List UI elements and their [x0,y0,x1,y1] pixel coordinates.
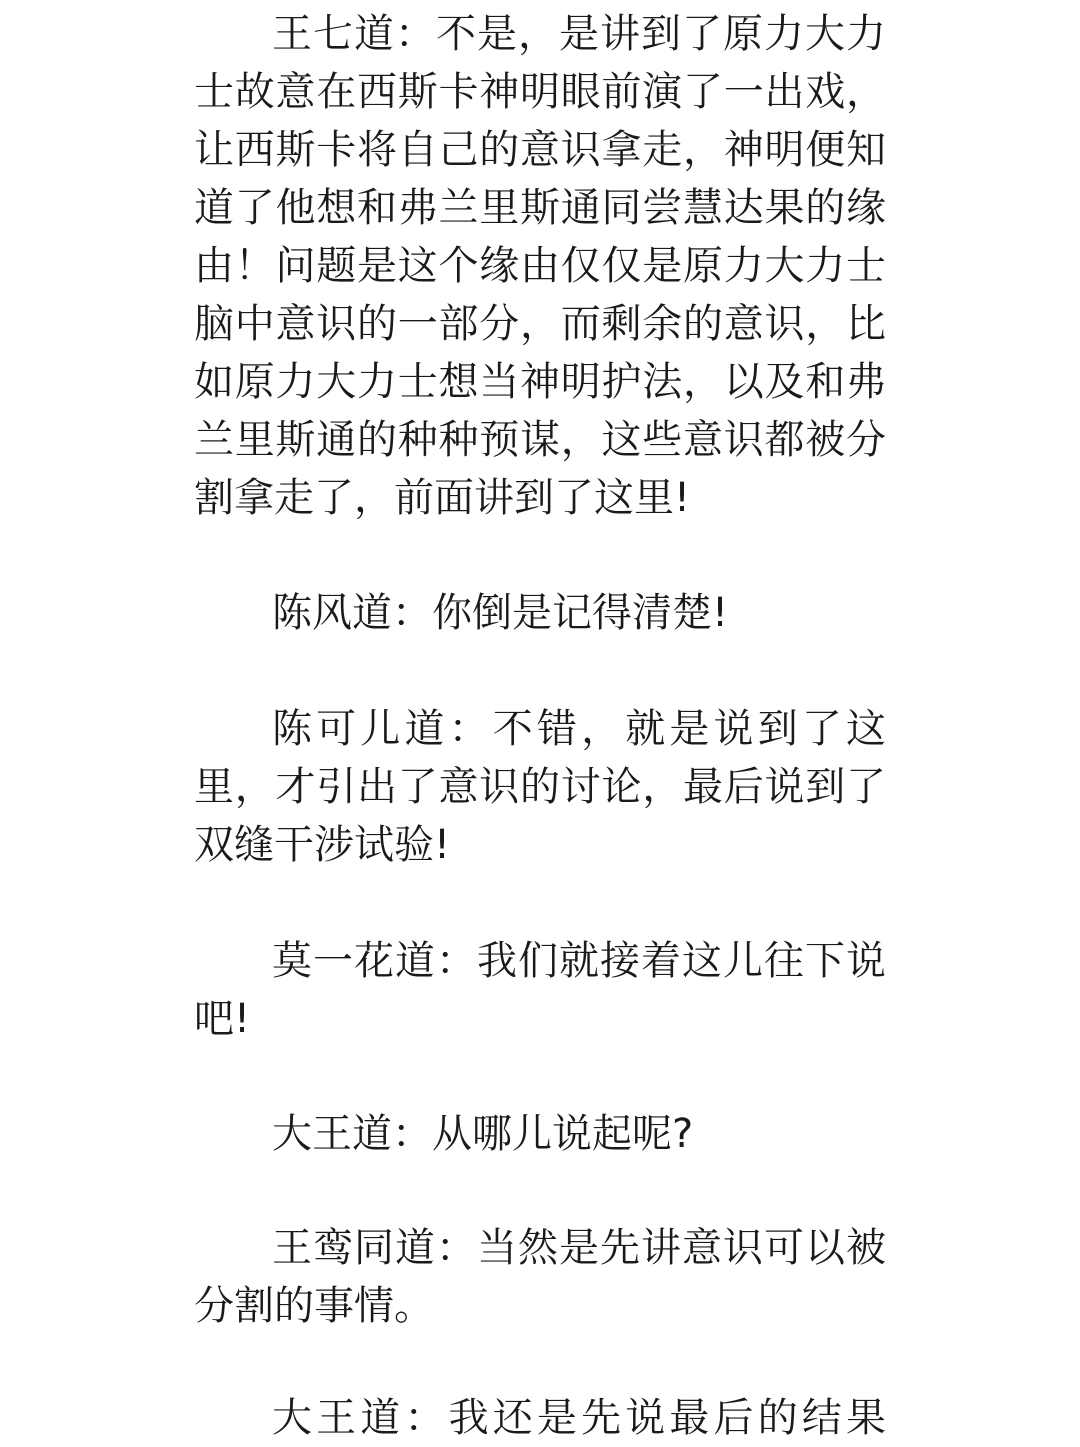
paragraph-1-line-2: 士故意在西斯卡神明眼前演了一出戏， [194,69,886,115]
paragraph-2-line-1: 陈风道：你倒是记得清楚! [272,590,729,636]
paragraph-4-line-2: 吧! [194,996,251,1042]
paragraph-1-line-8: 兰里斯通的种种预谋，这些意识都被分 [194,417,886,463]
paragraph-3-line-1: 陈可儿道：不错，就是说到了这 [272,706,886,752]
paragraph-1-line-6: 脑中意识的一部分，而剩余的意识，比 [194,301,886,347]
paragraph-4-line-1: 莫一花道：我们就接着这儿往下说 [272,938,886,984]
paragraph-3-line-3: 双缝干涉试验! [194,822,451,868]
paragraph-3-line-2: 里，才引出了意识的讨论，最后说到了 [194,764,886,810]
paragraph-1-line-7: 如原力大力士想当神明护法，以及和弗 [194,359,886,405]
paragraph-1-line-4: 道了他想和弗兰里斯通同尝慧达果的缘 [194,185,886,231]
paragraph-1-line-3: 让西斯卡将自己的意识拿走，神明便知 [194,127,886,173]
paragraph-5-line-1: 大王道：从哪儿说起呢? [272,1111,694,1157]
paragraph-6-line-2: 分割的事情。 [194,1283,434,1329]
paragraph-1-line-9: 割拿走了，前面讲到了这里! [194,475,691,521]
paragraph-6-line-1: 王鸾同道：当然是先讲意识可以被 [272,1225,886,1271]
paragraph-7-line-1: 大王道：我还是先说最后的结果 [272,1395,886,1441]
paragraph-1-line-1: 王七道：不是，是讲到了原力大力 [272,11,886,57]
paragraph-1-line-5: 由！问题是这个缘由仅仅是原力大力士 [194,243,886,289]
